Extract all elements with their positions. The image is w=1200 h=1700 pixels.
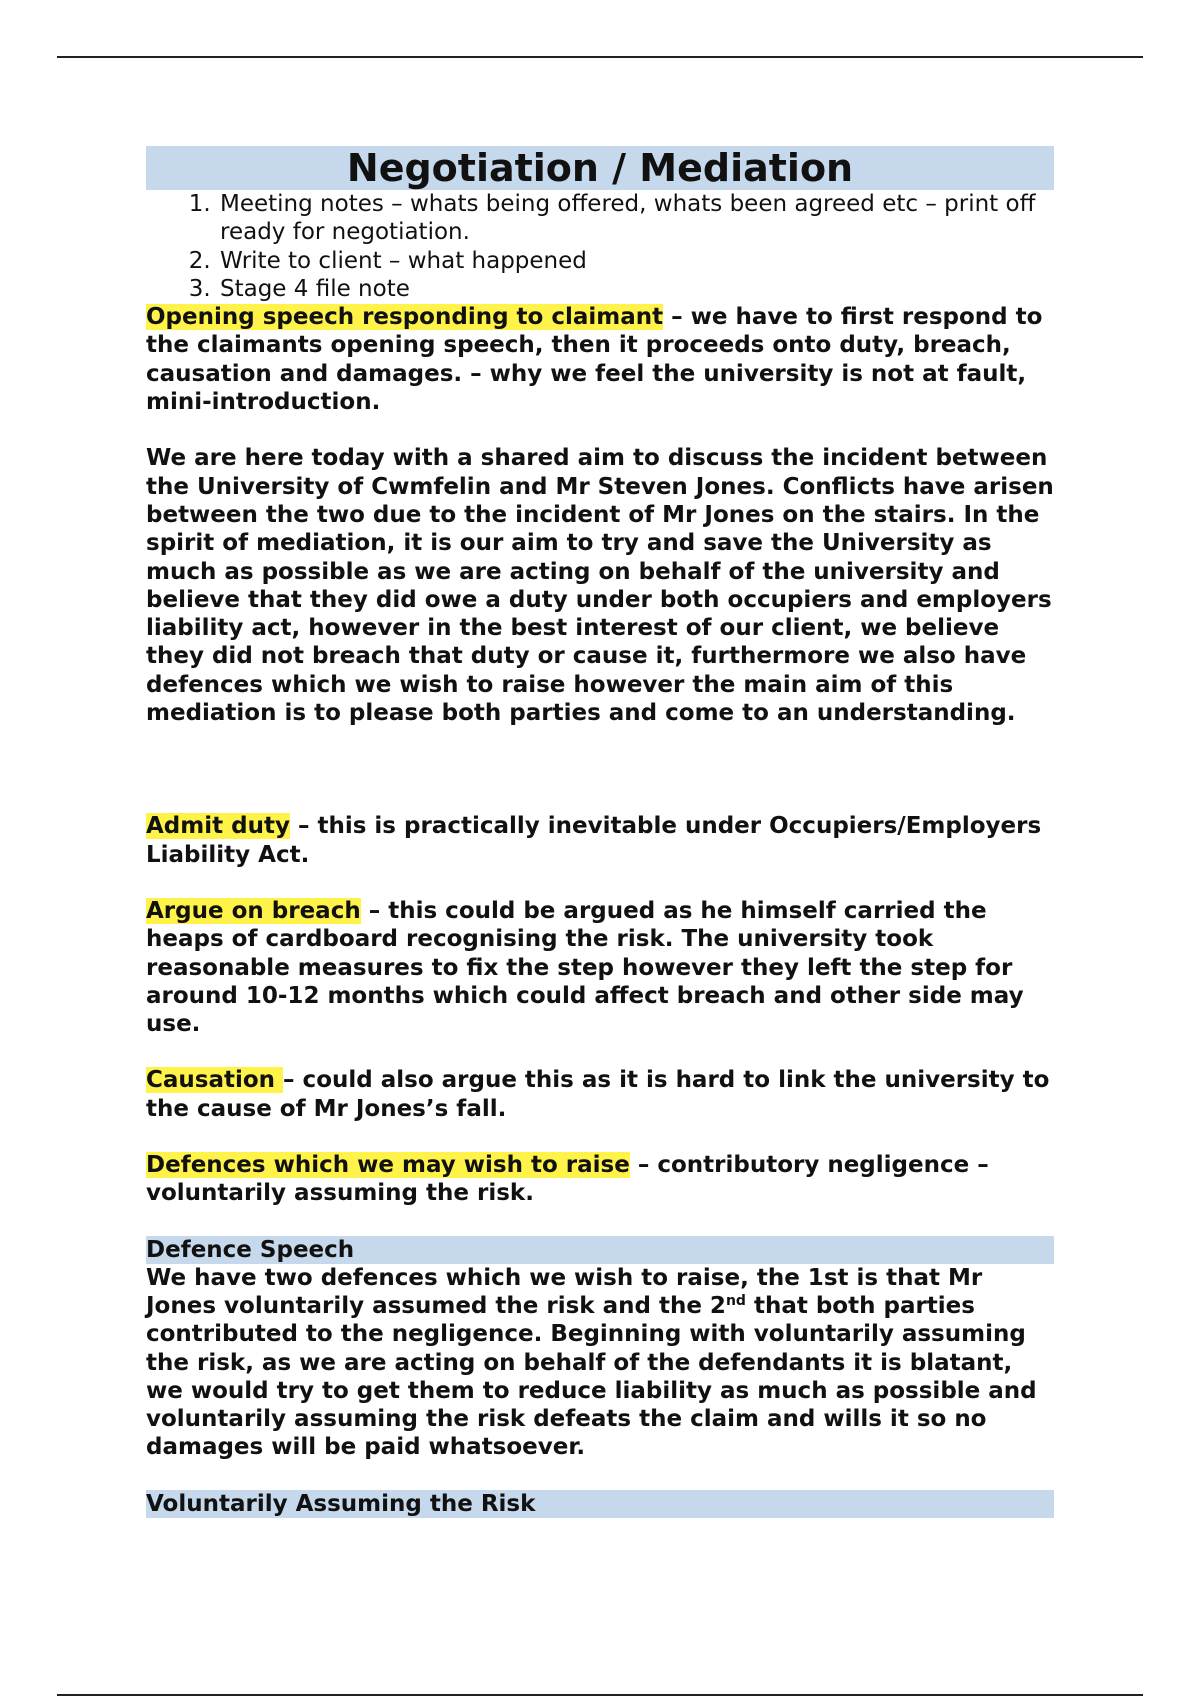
point-causation <box>146 1066 1054 1123</box>
highlight-argue-breach: Argue on breach <box>146 897 361 924</box>
defence-text-part2: that both parties contributed to the negligence. Beginning with voluntarily assuming the risk, as we are acting on behalf of the defendants it is blatant, we would try to get them to reduce liability as much as possible and voluntarily assuming the risk defeats the claim and wills it so no damages will be paid whatsoever. <box>146 1292 1037 1461</box>
section-heading-defence-speech: Defence Speech <box>146 1236 1054 1264</box>
highlight-defences: Defences which we may wish to raise <box>146 1152 630 1179</box>
highlight-opening: Opening speech responding to claimant <box>146 304 664 331</box>
point-text: – could also argue this as it is hard to link the university to the cause of Mr Jones’s fall. <box>146 1067 1050 1122</box>
list-item: 2. Write to client – what happened <box>218 247 1054 275</box>
defence-speech-paragraph <box>146 1264 1054 1462</box>
highlight-admit-duty: Admit duty <box>146 813 290 840</box>
point-text: – this is practically inevitable under Occupiers/Employers Liability Act. <box>146 813 1042 868</box>
opening-text: – we have to first respond to the claimants opening speech, then it proceeds onto duty, breach, causation and damages. – why we feel the university is not at fault, mini-introduction. <box>146 304 1043 416</box>
point-text: – this could be argued as he himself carried the heaps of cardboard recognising the risk. The university took reasonable measures to fix the step however they left the step for around 10-12 months which could affect breach and other side may use. <box>146 897 1024 1038</box>
list-item: 3. Stage 4 file note <box>218 275 1054 303</box>
opening-note <box>146 303 1054 416</box>
point-text: – contributory negligence – voluntarily assuming the risk. <box>146 1152 989 1207</box>
intro-paragraph: We are here today with a shared aim to discuss the incident between the University of Cwmfelin and Mr Steven Jones. Conflicts have arisen between the two due to the incident of Mr Jones on the stairs. In the spirit of mediation, it is our aim to try and save the University as much as possible as we are acting on behalf of the university and believe that they did owe a duty under both occupiers and employers liability act, however in the best interest of our client, we believe they did not breach that duty or cause it, furthermore we also have defences which we wish to raise however the main aim of this mediation is to please both parties and come to an understanding. <box>146 445 1054 727</box>
steps-list <box>146 190 1054 303</box>
highlight-causation: Causation <box>146 1067 284 1094</box>
point-defences <box>146 1151 1054 1208</box>
list-item: 1. Meeting notes – whats being offered, whats been agreed etc – print off ready for negotiation. <box>218 190 1054 247</box>
page-title: Negotiation / Mediation <box>146 146 1054 190</box>
document-body <box>146 146 1054 1518</box>
footer-rule <box>57 1694 1143 1696</box>
header-rule <box>57 56 1143 58</box>
defence-text-part1: We have two defences which we wish to raise, the 1st is that Mr Jones voluntarily assumed the risk and the 2 <box>146 1264 983 1319</box>
point-admit-duty <box>146 812 1054 869</box>
superscript: nd <box>725 1292 746 1309</box>
point-argue-breach <box>146 897 1054 1038</box>
section-heading-voluntary-risk: Voluntarily Assuming the Risk <box>146 1490 1054 1518</box>
